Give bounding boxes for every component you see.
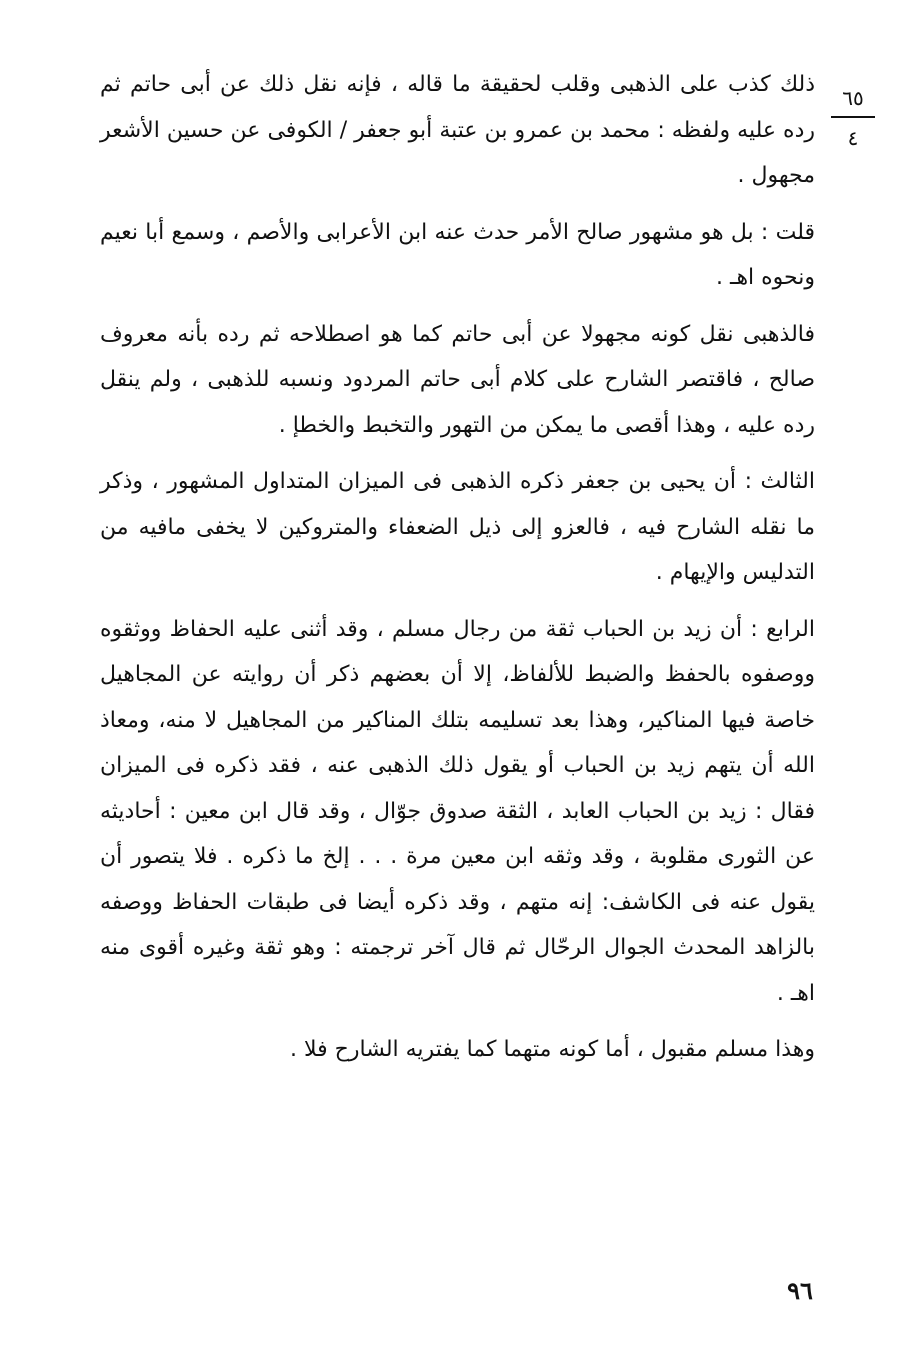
margin-reference-bottom: ٤ (847, 126, 859, 150)
paragraph-2: قلت : بل هو مشهور صالح الأمر حدث عنه ابن الأعرابى والأصم ، وسمع أبا نعيم ونحوه اهـ . (100, 219, 815, 290)
margin-reference (828, 88, 878, 148)
margin-reference-top: ٦٥ (842, 86, 864, 110)
paragraph-5: الرابع : أن زيد بن الحباب ثقة من رجال مسلم ، وقد أثنى عليه الحفاظ ووثقوه ووصفوه بالحفظ والضبط للألفاظ، إلا أن بعضهم ذكر أن روايته عن المجاهيل خاصة فيها المناكير، وهذا بعد تسليمه بتلك المناكير من المجاهيل لا منه، ومعاذ الله أن يتهم زيد بن الحباب أو يقول ذلك الذهبى عنه ، فقد ذكره فى الميزان فقال : زيد بن الحباب العابد ، الثقة صدوق جوّال ، وقد قال ابن معين : أحاديثه عن الثورى مقلوبة ، وقد وثقه ابن معين مرة . . . إلخ ما ذكره . فلا يتصور أن يقول عنه فى الكاشف: إنه متهم ، وقد ذكره أيضا فى طبقات الحفاظ ووصفه بالزاهد المحدث الجوال الرحّال ثم قال آخر ترجمته : وهو ثقة وغيره أقوى منه اهـ . (100, 616, 815, 1006)
paragraph-3: فالذهبى نقل كونه مجهولا عن أبى حاتم كما هو اصطلاحه ثم رده بأنه معروف صالح ، فاقتصر الشارح على كلام أبى حاتم المردود ونسبه للذهبى ، ولم ينقل رده عليه ، وهذا أقصى ما يمكن من التهور والتخبط والخطإ . (100, 321, 815, 438)
page-number: ٩٦ (787, 1276, 813, 1305)
paragraph-6: وهذا مسلم مقبول ، أما كونه متهما كما يفتريه الشارح فلا . (290, 1037, 815, 1062)
paragraph-4: الثالث : أن يحيى بن جعفر ذكره الذهبى فى الميزان المتداول المشهور ، وذكر ما نقله الشارح فيه ، فالعزو إلى ذيل الضعفاء والمتروكين لا يخفى مافيه من التدليس والإيهام . (100, 469, 815, 585)
paragraph-1: ذلك كذب على الذهبى وقلب لحقيقة ما قاله ، فإنه نقل ذلك عن أبى حاتم ثم رده عليه ولفظه : محمد بن عمرو بن عتبة أبو جعفر / الكوفى عن حسين الأشعر مجهول . (100, 72, 815, 188)
body-text (100, 62, 815, 1084)
